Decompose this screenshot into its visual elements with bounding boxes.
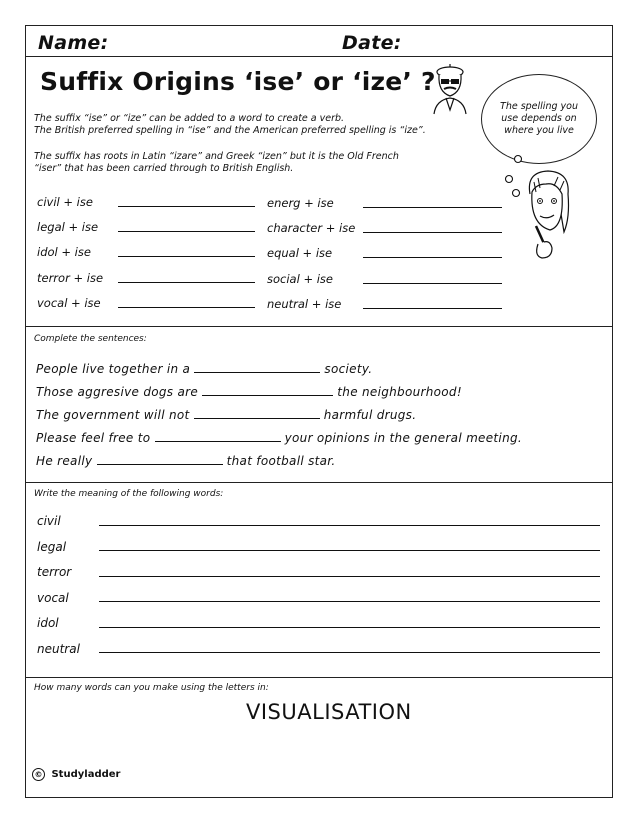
answer-line[interactable] [118,231,255,232]
answer-blank[interactable] [194,406,320,419]
answer-line[interactable] [118,256,255,257]
sentence-1 [36,360,372,376]
exercise-left-2: legal + ise [37,220,99,234]
divider [26,326,612,327]
exercise-left-4: terror + ise [37,271,104,285]
sentence-3-start: The government will not [36,408,190,422]
exercise-left-5: vocal + ise [37,296,101,310]
sentence-1-end: society. [324,362,373,376]
answer-blank[interactable] [202,383,333,396]
meaning-line[interactable] [99,576,600,577]
bubble-line-3: where you live [504,125,574,136]
sentence-5-start: He really [36,454,93,468]
sentence-4-start: Please feel free to [36,431,151,445]
meaning-word-2: legal [37,540,67,554]
section4-heading: How many words can you make using the letters in: [34,683,269,693]
sentence-2-end: the neighbourhood! [337,385,462,399]
worksheet [25,25,613,798]
intro-line-4: “iser” that has been carried through to British English. [34,163,294,174]
answer-line[interactable] [118,307,255,308]
sentence-5 [36,452,336,468]
meaning-line[interactable] [99,525,600,526]
exercise-right-4: social + ise [267,272,333,286]
exercise-left-3: idol + ise [37,245,91,259]
man-with-beret-icon [424,62,476,118]
answer-line[interactable] [363,207,502,208]
sentence-5-end: that football star. [226,454,336,468]
target-word: VISUALISATION [246,700,412,724]
sentence-4 [36,429,522,445]
answer-blank[interactable] [155,429,281,442]
exercise-right-5: neutral + ise [267,297,342,311]
answer-line[interactable] [363,257,502,258]
answer-blank[interactable] [194,360,320,373]
meaning-word-1: civil [37,514,61,528]
sentence-3 [36,406,416,422]
answer-line[interactable] [118,282,255,283]
meaning-line[interactable] [99,550,600,551]
sentence-2 [36,383,462,399]
copyright-icon: © [32,768,45,781]
answer-line[interactable] [363,232,502,233]
meaning-line[interactable] [99,601,600,602]
section2-heading: Complete the sentences: [34,334,147,344]
section3-heading: Write the meaning of the following words: [34,489,224,499]
intro-line-1: The suffix “ise” or “ize” can be added to a word to create a verb. [34,113,345,124]
divider [26,56,612,57]
exercise-right-2: character + ise [267,221,356,235]
footer [32,768,120,781]
answer-line[interactable] [363,283,502,284]
intro-line-3: The suffix has roots in Latin “izare” and Greek “izen” but it is the Old French [34,151,399,162]
bubble-line-2: use depends on [501,113,577,124]
sentence-4-end: your opinions in the general meeting. [284,431,522,445]
sentence-2-start: Those aggresive dogs are [36,385,199,399]
name-label: Name: [38,32,109,54]
sentence-3-end: harmful drugs. [323,408,417,422]
meaning-word-6: neutral [37,642,80,656]
date-label: Date: [342,32,402,54]
answer-line[interactable] [363,308,502,309]
meaning-word-3: terror [37,565,72,579]
exercise-left-1: civil + ise [37,195,93,209]
page-title: Suffix Origins ‘ise’ or ‘ize’ ? [40,67,436,96]
meaning-word-5: idol [37,616,59,630]
sentence-1-start: People live together in a [36,362,191,376]
answer-line[interactable] [118,206,255,207]
answer-blank[interactable] [97,452,223,465]
intro-line-2: The British preferred spelling in “ise” and the American preferred spelling is “ize”. [34,125,426,136]
meaning-line[interactable] [99,627,600,628]
girl-thinking-icon [516,168,582,264]
meaning-line[interactable] [99,652,600,653]
meaning-word-4: vocal [37,591,69,605]
brand-name: Studyladder [51,769,121,780]
exercise-right-1: energ + ise [267,196,334,210]
bubble-line-1: The spelling you [500,101,578,112]
exercise-right-3: equal + ise [267,246,333,260]
divider [26,482,612,483]
divider [26,677,612,678]
